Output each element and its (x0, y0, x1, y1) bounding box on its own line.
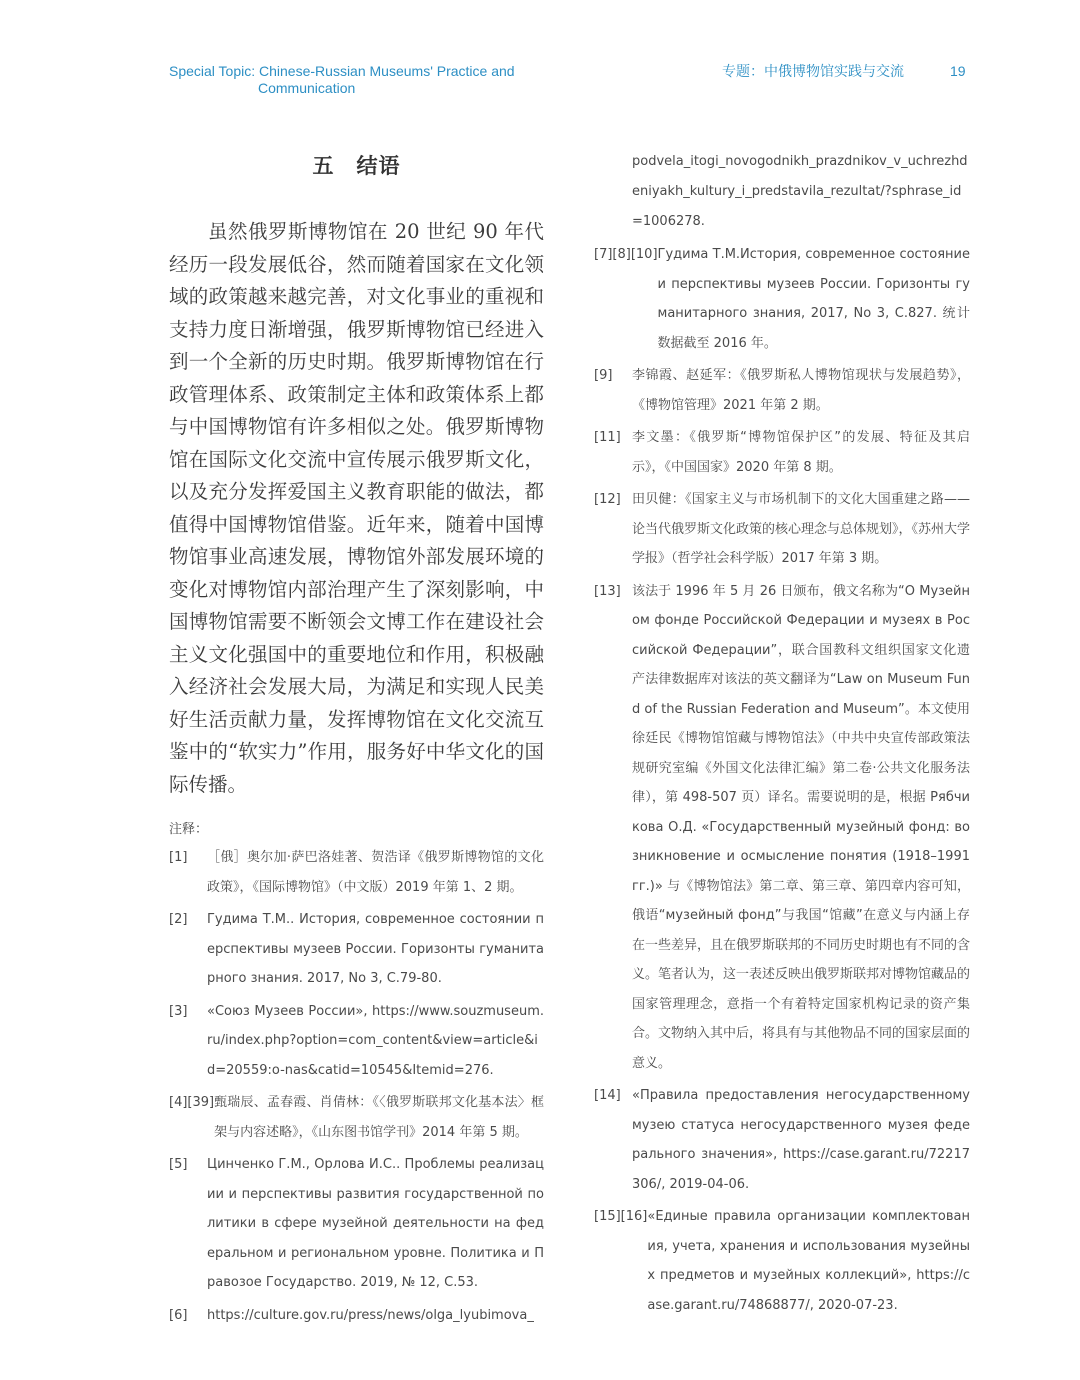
header-english-line2: Communication (258, 80, 356, 96)
note-number: [14] (594, 1088, 621, 1103)
page-number: 19 (950, 63, 966, 79)
note-item (169, 997, 544, 1086)
note-text: https://culture.gov.ru/press/news/olga_lyubimova_ (207, 1307, 534, 1323)
note-item (169, 843, 544, 902)
note-number: [2] (169, 912, 188, 927)
note-number: [5] (169, 1157, 188, 1172)
note-text: 该法于 1996 年 5 月 26 日颁布，俄文名称为“О Музейном фонде Российской Федерации и музеях в Российской Федерации”，联合国教科文组织国家文化遗产法律数据库对该法的英文翻译为“Law on Museum Fund of the Russian Federation and Museum”。本文使用徐廷民《博物馆馆藏与博物馆法》（中共中央宣传部政策法规研究室编《外国文化法律汇编》第二卷·公共文化服务法律），第 498-507 页）译名。需要说明的是，根据 Рябчикова О.Д. «Государственный музейный фонд: возникновение и осмысление понятия (1918–1991гг.)» 与《博物馆法》第二章、第三章、第四章内容可知，俄语“музейный фонд”与我国“馆藏”在意义与内涵上存在一些差异，且在俄罗斯联邦的不同历史时期也有不同的含义。笔者认为，这一表述反映出俄罗斯联邦对博物馆藏品的国家管理理念，意指一个有着特定国家机构记录的资产集合。文物纳入其中后，将具有与其他物品不同的国家层面的意义。 (632, 583, 971, 1071)
note-number: [4][39] (169, 1095, 215, 1110)
note-item (169, 1088, 544, 1147)
note-number: [7][8][10] (594, 247, 658, 262)
note-item (594, 1081, 970, 1199)
note-number: [9] (594, 368, 613, 383)
note-text: 李文墨：《俄罗斯“博物馆保护区”的发展、特征及其启示》，《中国国家》2020 年第 8 期。 (632, 430, 970, 475)
note-number: [13] (594, 583, 621, 599)
note-number: [6] (169, 1307, 188, 1323)
note-continuation: podvela_itogi_novogodnikh_prazdnikov_v_uchrezhdeniyakh_kultury_i_predstavila_rezultat/?sphrase_id=1006278. (632, 154, 968, 229)
note-number: [11] (594, 430, 621, 445)
section-title: 五 结语 (312, 154, 401, 178)
note-item (169, 1301, 544, 1331)
note-number: [3] (169, 1003, 188, 1019)
note-number: [12] (594, 492, 621, 507)
note-text: 李锦霞、赵延军：《俄罗斯私人博物馆现状与发展趋势》，《博物馆管理》2021 年第 2 期。 (632, 368, 970, 413)
notes-heading: 注释： (169, 822, 209, 837)
note-text: ［俄］奥尔加·萨巴洛娃著、贺浩译《俄罗斯博物馆的文化政策》，《国际博物馆》（中文版）2019 年第 1、2 期。 (207, 850, 544, 895)
note-text: «Единые правила организации комплектования, учета, хранения и использования музейных предметов и музейных коллекций», https://case.garant.ru/74868877/, 2020-07-23. (647, 1209, 970, 1313)
running-header-english (169, 63, 529, 97)
note-item (594, 423, 970, 482)
note-text: Гудима Т.М.История, современное состояниеи перспективы музеев России. Горизонты гуманитарного знания, 2017, No 3, C.827. 统计数据截至 2016 年。 (657, 247, 970, 351)
note-text: Цинченко Г.М., Орлова И.С.. Проблемы реализации и перспективы развития государственной политики в сфере музейной деятельности на федеральном и региональном уровне. Политика и Правозое Государство. 2019, № 12, C.53. (207, 1157, 544, 1290)
note-text: Гудима Т.М.. История, современное состоянии перспективы музеев России. Горизонты гуманитарного знания. 2017, No 3, C.79-80. (207, 912, 544, 986)
note-number: [15][16] (594, 1209, 648, 1224)
note-item (594, 577, 970, 1079)
running-header-chinese: 专题：中俄博物馆实践与交流 (722, 63, 904, 79)
note-text: 田贝健：《国家主义与市场机制下的文化大国重建之路——论当代俄罗斯文化政策的核心理念与总体规划》，《苏州大学学报》（哲学社会科学版）2017 年第 3 期。 (632, 492, 971, 566)
note-text: «Союз Музеев России», https://www.souzmuseum.ru/index.php?option=com_content&view=article&id=2055​9:o-nas&catid=10545&Itemid=276. (207, 1003, 544, 1078)
note-item (169, 905, 544, 994)
notes-list-left (169, 843, 544, 1333)
section-body: 虽然俄罗斯博物馆在 20 世纪 90 年代经历一段发展低谷，然而随着国家在文化领域的政策越来越完善，对文化事业的重视和支持力度日渐增强，俄罗斯博物馆已经进入到一个全新的历史时期。俄罗斯博物馆在行政管理体系、政策制定主体和政策体系上都与中国博物馆有许多相似之处。俄罗斯博物馆在国际文化交流中宣传展示俄罗斯文化，以及充分发挥爱国主义教育职能的做法，都值得中国博物馆借鉴。近年来，随着中国博物馆事业高速发展，博物馆外部发展环境的变化对博物馆内部治理产生了深刻影响，中国博物馆需要不断领会文博工作在建设社会主义文化强国中的重要地位和作用，积极融入经济社会发展大局，为满足和实现人民美好生活贡献力量，发挥博物馆在文化交流互鉴中的“软实力”作用，服务好中华文化的国际传播。 (169, 220, 544, 796)
header-english-line1: Special Topic: Chinese-Russian Museums' Practice and (169, 63, 515, 79)
note-item (594, 1202, 970, 1320)
note-item (169, 1150, 544, 1298)
note-item (594, 240, 970, 358)
note-item (594, 361, 970, 420)
notes-list-right (594, 147, 970, 1323)
note-text: 甄瑞辰、孟春霞、肖倩林：《〈俄罗斯联邦文化基本法〉框架与内容述略》，《山东图书馆学刊》2014 年第 5 期。 (214, 1095, 544, 1140)
note-number: [1] (169, 850, 188, 865)
note-text: «Правила предоставления негосударственному музею статуса негосударственного музея федерального значения», https://case.garant.ru/72217306/, 2019-04-06. (632, 1088, 970, 1192)
main-text-column (169, 150, 544, 801)
note-item (594, 485, 970, 574)
